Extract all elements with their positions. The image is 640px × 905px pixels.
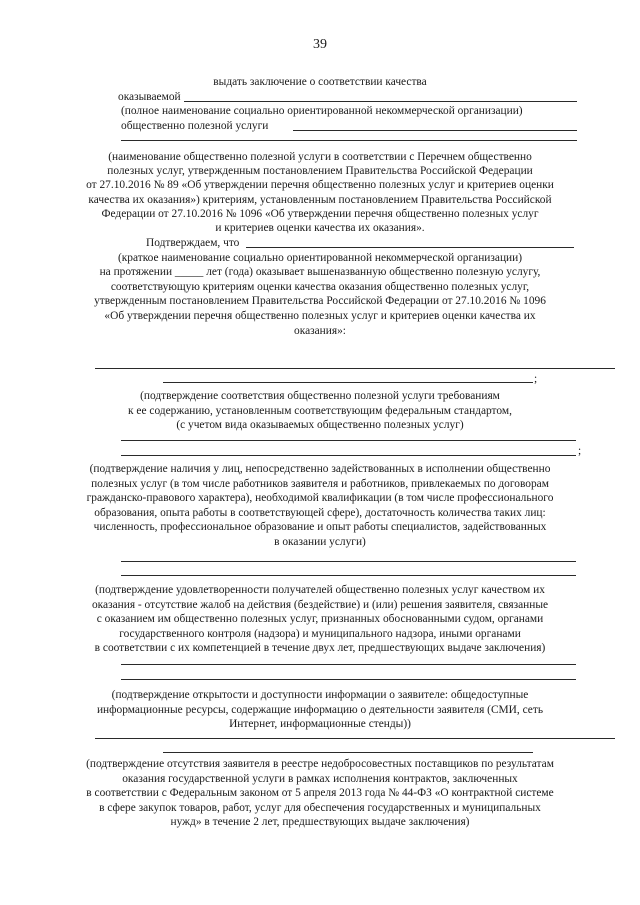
staff-line-2[interactable] — [121, 455, 576, 456]
org-field-label: оказываемой — [118, 91, 181, 103]
satisfaction-caption-3: с оказанием им общественно полезных услуг, признанных обоснованными судом, органами — [96, 613, 544, 625]
service-field-label: общественно полезной услуги — [121, 120, 269, 132]
heading: выдать заключение о соответствии качества — [213, 76, 427, 88]
staff-semicolon: ; — [578, 445, 582, 457]
satisfaction-caption-2: оказания - отсутствие жалоб на действия (бездействие) и (или) решения заявителя, связанные — [91, 599, 549, 611]
staff-caption-1: (подтверждение наличия у лиц, непосредственно задействованных в исполнении общественно — [89, 463, 551, 475]
confirm-caption-5: «Об утверждении перечня общественно полезных услуг и критериев оценки качества их — [104, 310, 536, 322]
service-caption-3: от 27.10.2016 № 89 «Об утверждении перечня общественно полезных услуг и критериев оценки — [86, 179, 554, 191]
satisfaction-caption-4: государственного контроля (надзора) и муниципального надзора, иными органами — [119, 628, 521, 640]
confirm-caption-1: (краткое наименование социально ориентированной некоммерческой организации) — [117, 252, 523, 264]
service-name-line[interactable] — [293, 130, 577, 131]
standard-line-2[interactable] — [163, 382, 533, 383]
openness-line-2[interactable] — [121, 679, 576, 680]
standard-caption-3: (с учетом вида оказываемых общественно полезных услуг) — [176, 419, 464, 431]
confirm-label: Подтверждаем, что — [146, 237, 240, 249]
page-number: 39 — [313, 37, 327, 52]
satisfaction-caption-1: (подтверждение удовлетворенности получателей общественно полезных услуг качеством их — [95, 584, 545, 596]
org-short-name-line[interactable] — [246, 247, 574, 248]
confirm-caption-3: соответствующую критериям оценки качества оказания общественно полезных услуг, — [110, 281, 530, 293]
confirm-caption-4: утвержденным постановлением Правительства Российской Федерации от 27.10.2016 № 1096 — [94, 295, 546, 307]
registry-caption-5: нужд» в течение 2 лет, предшествующих выдаче заключения) — [170, 816, 470, 828]
openness-caption-1: (подтверждение открытости и доступности информации о заявителе: общедоступные — [111, 689, 529, 701]
satisfaction-caption-5: в соответствии с их компетенцией в течение двух лет, предшествующих выдаче заключения) — [94, 642, 546, 654]
standard-semicolon: ; — [534, 373, 538, 385]
service-name-line-2[interactable] — [121, 140, 577, 141]
staff-caption-3: гражданско-правового характера), необходимой квалификации (в том числе профессионального — [86, 492, 554, 504]
staff-line-1[interactable] — [121, 440, 576, 441]
registry-caption-1: (подтверждение отсутствия заявителя в реестре недобросовестных поставщиков по результатам — [86, 758, 554, 770]
registry-line-1[interactable] — [95, 738, 615, 739]
registry-caption-2: оказания государственной услуги в рамках исполнения контрактов, заключенных — [122, 773, 518, 785]
org-name-line[interactable] — [184, 101, 577, 102]
standard-line-1[interactable] — [95, 368, 615, 369]
satisfaction-line-1[interactable] — [121, 561, 576, 562]
openness-caption-2: информационные ресурсы, содержащие информацию о деятельности заявителя (СМИ, сеть — [96, 704, 544, 716]
org-field-caption: (полное наименование социально ориентированной некоммерческой организации) — [121, 105, 523, 117]
staff-caption-4: образования, опыта работы в соответствующей сфере), достаточность количества таких лиц: — [94, 507, 546, 519]
openness-caption-3: Интернет, информационные стенды)) — [229, 718, 411, 730]
satisfaction-line-2[interactable] — [121, 575, 576, 576]
registry-line-2[interactable] — [163, 752, 533, 753]
service-caption-2: полезных услуг, утвержденным постановлением Правительства Российской Федерации — [107, 165, 533, 177]
registry-caption-4: в сфере закупок товаров, работ, услуг для обеспечения государственных и муниципальных — [99, 802, 541, 814]
service-caption-4: качества их оказания») критериям, установленным постановлением Правительства Российской — [88, 194, 552, 206]
standard-caption-1: (подтверждение соответствия общественно полезной услуги требованиям — [140, 390, 500, 402]
service-caption-1: (наименование общественно полезной услуги в соответствии с Перечнем общественно — [108, 151, 532, 163]
registry-caption-3: в соответствии с Федеральным законом от 5 апреля 2013 года № 44-ФЗ «О контрактной системе — [86, 787, 554, 799]
openness-line-1[interactable] — [121, 664, 576, 665]
confirm-caption-2: на протяжении _____ лет (года) оказывает вышеназванную общественно полезную услугу, — [99, 266, 541, 278]
staff-caption-5: численность, профессиональное образование и опыт работы специалистов, задействованных — [93, 521, 547, 533]
staff-caption-6: в оказании услуги) — [274, 536, 366, 548]
confirm-caption-6: оказания»: — [294, 325, 346, 337]
service-caption-5: Федерации от 27.10.2016 № 1096 «Об утверждении перечня общественно полезных услуг — [101, 208, 539, 220]
staff-caption-2: полезных услуг (в том числе работников заявителя и работников, привлекаемых по договорам — [91, 478, 549, 490]
service-caption-6: и критериев оценки качества их оказания». — [215, 222, 425, 234]
standard-caption-2: к ее содержанию, установленным соответствующим федеральным стандартом, — [128, 405, 512, 417]
